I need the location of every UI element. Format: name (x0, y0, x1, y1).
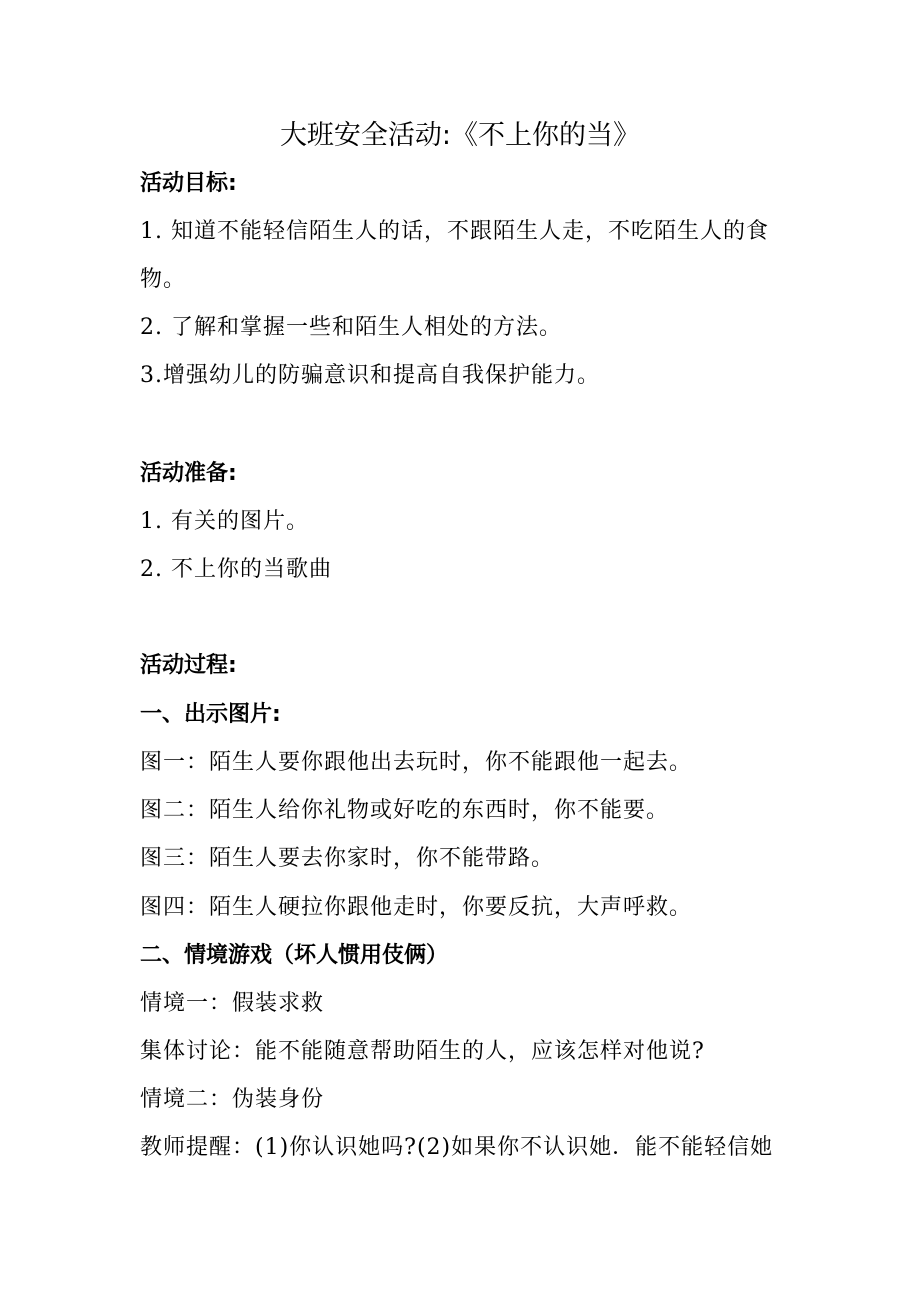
step1-item-2: 图二：陌生人给你礼物或好吃的东西时，你不能要。 (140, 798, 670, 823)
step2-item-1: 情境一：假装求救 (140, 991, 325, 1016)
step2-item-4: 教师提醒：(1)你认识她吗?(2)如果你不认识她．能不能轻信她 (140, 1135, 774, 1160)
step1-heading: 一、出示图片: (140, 702, 281, 727)
preparation-heading: 活动准备: (140, 461, 237, 486)
goals-item-1-continued: 物。 (140, 267, 187, 292)
step2-item-2: 集体讨论：能不能随意帮助陌生的人，应该怎样对他说? (140, 1039, 705, 1064)
step1-item-1: 图一：陌生人要你跟他出去玩时，你不能跟他一起去。 (140, 750, 693, 775)
step1-item-4: 图四：陌生人硬拉你跟他走时，你要反抗，大声呼救。 (140, 895, 693, 920)
goals-item-2: 2. 了解和掌握一些和陌生人相处的方法。 (140, 315, 562, 340)
goals-item-1: 1. 知道不能轻信陌生人的话，不跟陌生人走，不吃陌生人的食 (140, 219, 769, 244)
step2-item-3: 情境二：伪装身份 (140, 1087, 325, 1112)
process-heading: 活动过程: (140, 653, 237, 678)
goals-heading: 活动目标: (140, 171, 237, 196)
goals-item-3: 3.增强幼儿的防骗意识和提高自我保护能力。 (140, 363, 600, 388)
preparation-item-1: 1. 有关的图片。 (140, 509, 309, 534)
preparation-item-2: 2. 不上你的当歌曲 (140, 557, 332, 582)
step1-item-3: 图三：陌生人要去你家时，你不能带路。 (140, 846, 555, 871)
document-title: 大班安全活动:《不上你的当》 (279, 120, 641, 151)
step2-heading: 二、情境游戏（坏人惯用伎俩） (140, 943, 449, 968)
